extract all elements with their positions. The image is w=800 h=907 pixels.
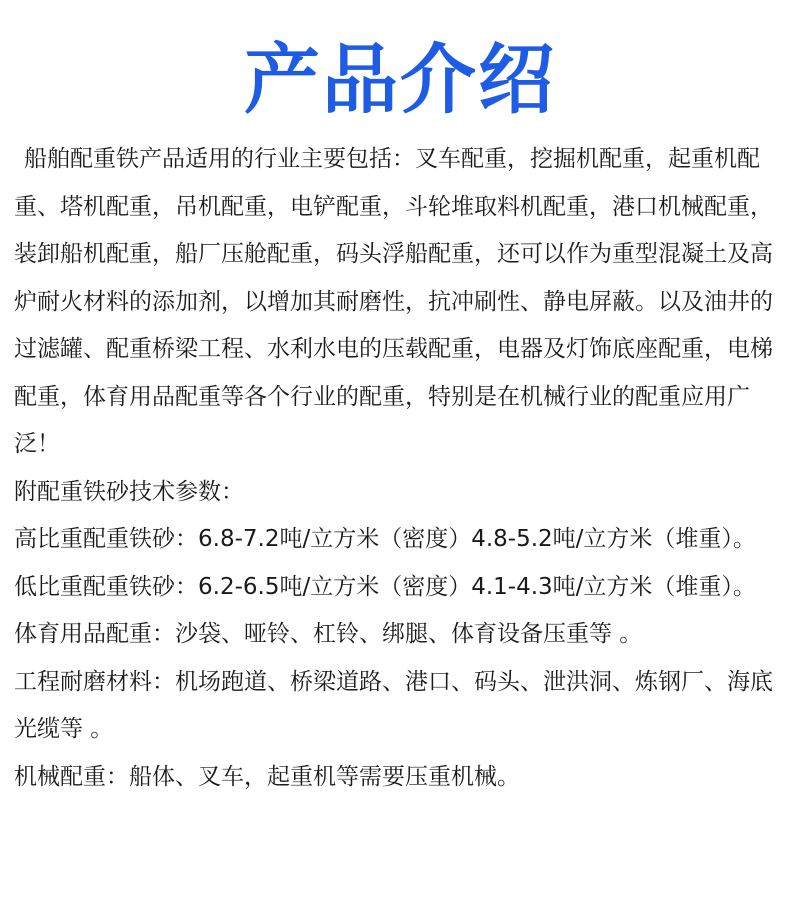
intro-paragraph: 船舶配重铁产品适用的行业主要包括：叉车配重，挖掘机配重，起重机配重、塔机配重，吊机配重，电铲配重，斗轮堆取料机配重，港口机械配重，装卸船机配重，船厂压舱配重，码头浮船配重，还可以作为重型混凝土及高炉耐火材料的添加剂，以增加其耐磨性，抗冲刷性、静电屏蔽。以及油井的过滤罐、配重桥梁工程、水利水电的压载配重，电器及灯饰底座配重，电梯配重，体育用品配重等各个行业的配重，特别是在机械行业的配重应用广泛！ <box>14 146 773 457</box>
content-body <box>14 136 794 801</box>
sports-usage: 体育用品配重：沙袋、哑铃、杠铃、绑腿、体育设备压重等 。 <box>14 621 643 647</box>
machinery-usage: 机械配重：船体、叉车，起重机等需要压重机械。 <box>14 763 520 790</box>
params-heading: 附配重铁砂技术参数： <box>14 478 244 505</box>
low-ratio-spec: 低比重配重铁砂：6.2-6.5吨/立方米（密度）4.1-4.3吨/立方米（堆重）。 <box>14 573 756 600</box>
page-title: 产品介绍 <box>244 35 556 124</box>
engineering-usage: 工程耐磨材料：机场跑道、桥梁道路、港口、码头、泄洪洞、炼钢厂、海底光缆等 。 <box>14 668 773 742</box>
high-ratio-spec: 高比重配重铁砂：6.8-7.2吨/立方米（密度）4.8-5.2吨/立方米（堆重）。 <box>14 526 756 552</box>
